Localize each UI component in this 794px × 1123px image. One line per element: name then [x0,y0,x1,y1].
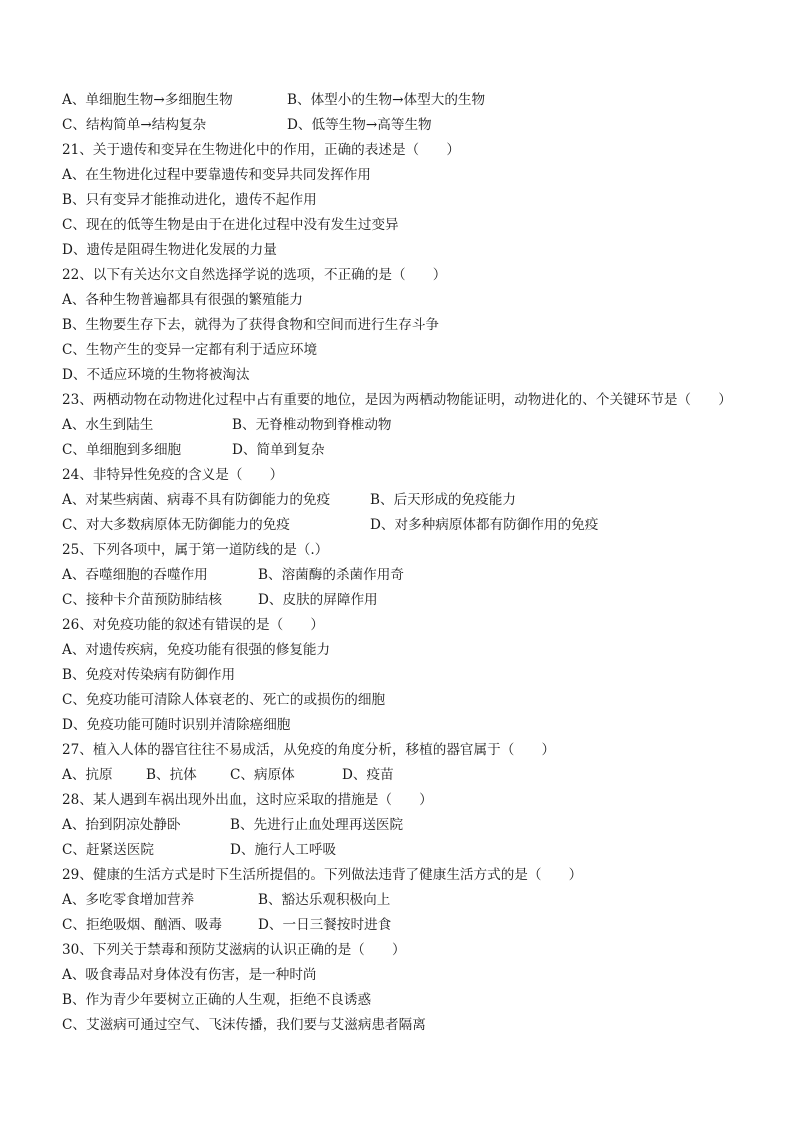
question-stem: 23、两栖动物在动物进化过程中占有重要的地位，是因为两栖动物能证明，动物进化的、个关键环节是（ ） [62,392,732,408]
option-b: B、免疫对传染病有防御作用 [62,667,236,683]
option-row [62,813,762,838]
option-row [62,913,762,938]
option-b: B、后天形成的免疫能力 [370,492,516,508]
option-row [62,113,762,138]
option-row [62,88,762,113]
option-a: A、吸食毒品对身体没有伤害，是一种时尚 [62,967,317,983]
question-stem: 24、非特异性免疫的含义是（ ） [62,467,284,483]
option-row [62,888,762,913]
option-c: C、单细胞到多细胞 [62,442,182,458]
option-b: B、生物要生存下去，就得为了获得食物和空间而进行生存斗争 [62,317,440,333]
option-c: C、对大多数病原体无防御能力的免疫 [62,517,290,533]
option-c: C、赶紧送医院 [62,842,154,858]
option-row [62,413,762,438]
option-c: C、现在的低等生物是由于在进化过程中没有发生过变异 [62,217,399,233]
option-a: A、单细胞生物→多细胞生物 [62,92,233,108]
option-b: B、只有变异才能推动进化，遗传不起作用 [62,192,317,208]
option-a: A、对某些病菌、病毒不具有防御能力的免疫 [62,492,331,508]
option-d: D、疫苗 [342,767,394,783]
option-c: C、结构简单→结构复杂 [62,117,207,133]
option-c: C、生物产生的变异一定都有利于适应环境 [62,342,318,358]
exam-page [62,88,762,1038]
option-row [62,838,762,863]
option-d: D、遗传是阻碍生物进化发展的力量 [62,242,277,258]
question-stem: 26、对免疫功能的叙述有错误的是（ ） [62,617,324,633]
question-stem: 29、健康的生活方式是时下生活所提倡的。下列做法违背了健康生活方式的是（ ） [62,867,583,883]
option-row [62,763,762,788]
option-d: D、不适应环境的生物将被淘汰 [62,367,250,383]
option-a: A、在生物进化过程中要靠遗传和变异共同发挥作用 [62,167,371,183]
option-a: A、水生到陆生 [62,417,154,433]
option-b: B、溶菌酶的杀菌作用奇 [258,567,404,583]
option-a: A、吞噬细胞的吞噬作用 [62,567,208,583]
question-stem: 25、下列各项中，属于第一道防线的是（.） [62,542,329,558]
option-b: B、无脊椎动物到脊椎动物 [232,417,392,433]
option-a: A、对遗传疾病，免疫功能有很强的修复能力 [62,642,331,658]
option-d: D、简单到复杂 [232,442,325,458]
option-d: D、低等生物→高等生物 [287,117,432,133]
option-c: C、拒绝吸烟、酗酒、吸毒 [62,917,222,933]
option-d: D、施行人工呼吸 [230,842,337,858]
option-row [62,513,762,538]
option-c: C、艾滋病可通过空气、飞沫传播，我们要与艾滋病患者隔离 [62,1017,426,1033]
option-a: A、抬到阴凉处静卧 [62,817,181,833]
question-stem: 27、植入人体的器官往往不易成活，从免疫的角度分析，移植的器官属于（ ） [62,742,556,758]
option-b: B、先进行止血处理再送医院 [230,817,404,833]
option-row [62,563,762,588]
option-b: B、体型小的生物→体型大的生物 [287,92,486,108]
option-a: A、各种生物普遍都具有很强的繁殖能力 [62,292,303,308]
option-b: B、豁达乐观积极向上 [258,892,391,908]
option-d: D、皮肤的屏障作用 [258,592,378,608]
option-c: C、接种卡介苗预防肺结核 [62,592,222,608]
question-stem: 28、某人遇到车祸出现外出血，这时应采取的措施是（ ） [62,792,433,808]
option-b: B、抗体 [146,767,197,783]
option-row [62,488,762,513]
question-stem: 22、以下有关达尔文自然选择学说的选项，不正确的是（ ） [62,267,447,283]
option-d: D、对多种病原体都有防御作用的免疫 [370,517,599,533]
option-d: D、一日三餐按时进食 [258,917,392,933]
option-c: C、病原体 [230,767,295,783]
option-d: D、免疫功能可随时识别并清除癌细胞 [62,717,291,733]
question-stem: 30、下列关于禁毒和预防艾滋病的认识正确的是（ ） [62,942,406,958]
option-a: A、抗原 [62,767,113,783]
option-b: B、作为青少年要树立正确的人生观，拒绝不良诱惑 [62,992,372,1008]
question-stem: 21、关于遗传和变异在生物进化中的作用，正确的表述是（ ） [62,142,460,158]
option-row [62,438,762,463]
option-c: C、免疫功能可清除人体衰老的、死亡的或损伤的细胞 [62,692,386,708]
option-a: A、多吃零食增加营养 [62,892,195,908]
option-row [62,588,762,613]
